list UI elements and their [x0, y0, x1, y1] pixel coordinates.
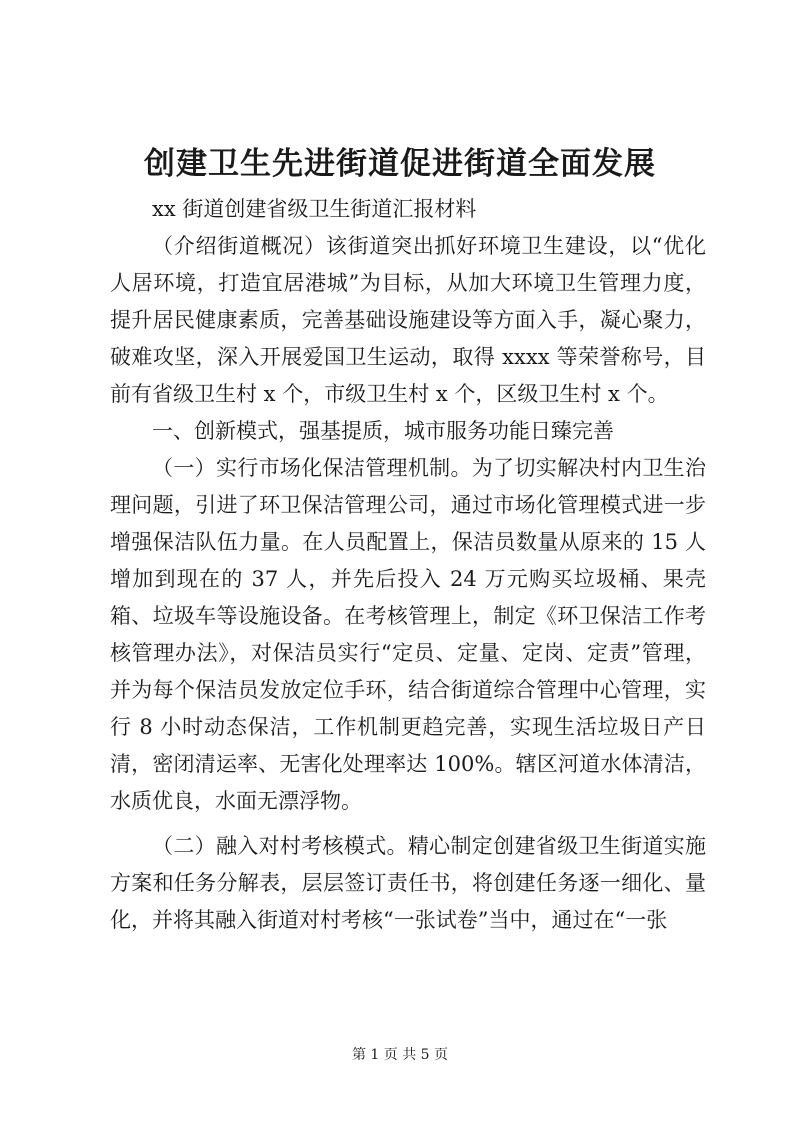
page-number: 第 1 页 共 5 页 — [351, 1047, 449, 1063]
section-heading-paragraph: 一、创新模式，强基提质，城市服务功能日臻完善 — [152, 419, 614, 443]
document-body — [110, 191, 706, 939]
document-title: 创建卫生先进街道促进街道全面发展 — [144, 146, 656, 182]
subtitle-paragraph: xx 街道创建省级卫生街道汇报材料 — [152, 197, 477, 221]
overview-paragraph: （介绍街道概况）该街道突出抓好环境卫生建设，以“优化人居环境，打造宜居港城”为目标，从加大环境卫生管理力度，提升居民健康素质，完善基础设施建设等方面入手，凝心聚力，破难攻坚，深入开展爱国卫生运动，取得 xxxx 等荣誉称号，目前有省级卫生村 x 个，市级卫生村 x 个，区级卫生村 x 个。 — [110, 234, 706, 406]
page-footer — [0, 1045, 800, 1065]
village-assessment-paragraph: （二）融入对村考核模式。精心制定创建省级卫生街道实施方案和任务分解表，层层签订责任书，将创建任务逐一细化、量化，并将其融入街道对村考核“一张试卷”当中，通过在“一张 — [110, 834, 706, 932]
market-cleaning-paragraph: （一）实行市场化保洁管理机制。为了切实解决村内卫生治理问题，引进了环卫保洁管理公司，通过市场化管理模式进一步增强保洁队伍力量。在人员配置上，保洁员数量从原来的 15 人增加到现在的 37 人，并先后投入 24 万元购买垃圾桶、果壳箱、垃圾车等设施设备。在考核管理上，制定《环卫保洁工作考核管理办法》，对保洁员实行“定员、定量、定岗、定责”管理，并为每个保洁员发放定位手环，结合街道综合管理中心管理，实行 8 小时动态保洁，工作机制更趋完善，实现生活垃圾日产日清，密闭清运率、无害化处理率达 100%。辖区河道水体清洁，水质优良，水面无漂浮物。 — [110, 456, 706, 813]
